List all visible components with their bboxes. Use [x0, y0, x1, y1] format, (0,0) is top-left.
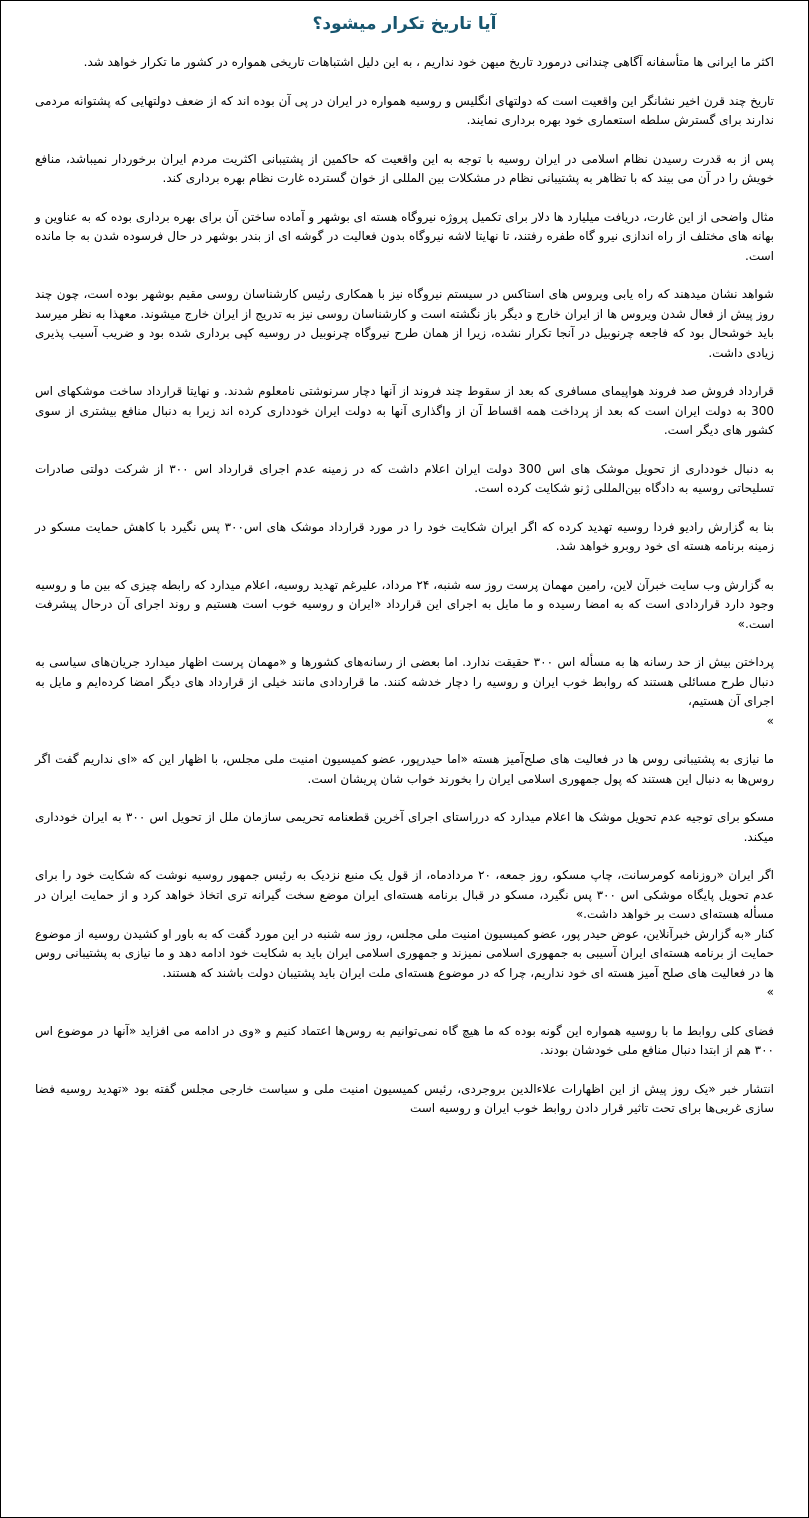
- paragraph: مثال واضحی از این غارت، دریافت میلیارد ها دلار برای تکمیل پروژه نیروگاه هسته ای بوشهر و آماده ساختن آن برای بهره برداری بوده که به عناوین و بهانه های مختلف از راه اندازی نیرو گاه طفره رفتند، تا نهایتا لاشه نیروگاه بدون فعالیت در گوشه ای از بندر بوشهر در حال فرسوده شدن به جا مانده است.: [35, 209, 774, 263]
- page-whitespace: [23, 1119, 786, 1518]
- paragraph: پس از به قدرت رسیدن نظام اسلامی در ایران روسیه با توجه به این واقعیت که حاکمین از پشتیبانی اکثریت مردم ایران برخوردار نمیباشد، منافع خویش را در آن می بیند که با تظاهر به پشتیبانی نظام در مشکلات بین المللی از خوان گسترده غارت نظام بهره برداری کند.: [35, 151, 774, 185]
- paragraph: انتشار خبر «یک روز پیش از این اظهارات علاءالدین بروجردی، رئیس کمیسیون امنیت ملی و سیاست خارجی مجلس گفته بود «تهدید روسیه فضا سازی غربی‌ها برای تحت تاثیر قرار دادن روابط خوب ایران و روسیه است: [35, 1081, 774, 1115]
- page-title: آیا تاریخ تکرار میشود؟: [312, 14, 497, 34]
- paragraph: پرداختن بیش از حد رسانه ها به مسأله اس ۳۰۰ حقیقت ندارد. اما بعضی از رسانه‌های کشورها و «مهمان پرست اظهار میدارد جریان‌های سیاسی به دنبال طرح مسائلی هستند که روابط خوب ایران و روسیه را دچار خدشه کنند. ما قراردادی مانند خیلی از قرارداد های دیگر امضا کرده‌ایم و مایل به اجرای آن هستیم،: [35, 655, 774, 708]
- paragraph: مسکو برای توجیه عدم تحویل موشک ها اعلام میدارد که درراستای اجرای آخرین قطعنامه تحریمی سازمان ملل از تحویل اس ۳۰۰ به ایران خودداری میکند.: [35, 810, 774, 844]
- paragraph: بنا به گزارش رادیو فردا روسیه تهدید کرده که اگر ایران شکایت خود را در مورد قرارداد موشک های اس‌۳۰۰ پس نگیرد با کاهش حمایت مسکو در زمینه برنامه هسته ای خود روبرو خواهد شد.: [35, 519, 774, 553]
- paragraph: ما نیازی به پشتیبانی روس ها در فعالیت های صلح‌آمیز هسته «اما حیدرپور، عضو کمیسیون امنیت ملی مجلس، با اظهار این که «ای نداریم گفت اگر روس‌ها به دنبال این هستند که پول جمهوری اسلامی ایران را بخورند خواب شان پریشان است.: [35, 752, 774, 786]
- paragraph-closing-quote: »: [766, 985, 774, 999]
- paragraph: به گزارش وب سایت خبرآن لاین، رامین مهمان پرست روز سه شنبه، ۲۴ مرداد، علیرغم تهدید روسیه، اعلام میدارد که رابطه چیزی که بین ما و روسیه وجود دارد قراردادی است که به امضا رسیده و ما مایل به اجرای این قرارداد «ایران و روسیه خوب است هستیم و روند اجرای آن درحال پیشرفت است.»: [35, 577, 774, 631]
- paragraph: اکثر ما ایرانی ها متأسفانه آگاهی چندانی درمورد تاریخ میهن خود نداریم ، به این دلیل اشتباهات تاریخی همواره در کشور ما تکرار خواهد شد.: [83, 55, 774, 69]
- paragraph: به دنبال خودداری از تحویل موشک های اس 300 دولت ایران اعلام داشت که در زمینه عدم اجرای قرارداد اس ۳۰۰ از شرکت دولتی صادرات تسلیحاتی روسیه به دادگاه بین‌المللی ژنو شکایت کرده است.: [35, 461, 775, 495]
- paragraph: اگر ایران «روزنامه کومرسانت، چاپ مسکو، روز جمعه، ۲۰ مردادماه، از قول یک منبع نزدیک به رئیس جمهور روسیه نوشت که شکایت خود را برای عدم تحویل پایگاه موشکی اس ۳۰۰ پس نگیرد، مسکو در قبال برنامه هسته‌ای ایران موضع سخت گیرانه تری اتخاذ خواهد کرد و از حمایت ایران در مسأله هسته‌ای دست بر خواهد داشت.»: [35, 868, 774, 921]
- paragraph: شواهد نشان میدهند که راه یابی ویروس های استاکس در سیستم نیروگاه نیز با همکاری رئیس کارشناسان روسی مقیم بوشهر بوده است، چون چند روز پیش از فعال شدن ویروس ها از ایران خارج و دیگر باز نگشته است و کارشناسان روسی نیز به تدریج از ایران خارج میشوند. معهذا به نظر میرسد باید خوشحال بود که فاجعه چرنوبیل در آنجا تکرار نشده، زیرا از همان طرح نیروگاه چرنوبیل در روسیه کپی برداری شده بود و ضریب آسیب پذیری زیادی داشت.: [35, 287, 774, 360]
- paragraph-closing-quote: »: [766, 713, 774, 728]
- article-body: [23, 53, 786, 1119]
- paragraph: قرارداد فروش صد فروند هواپیمای مسافری که بعد از سقوط چند فروند از آنها دچار سرنوشتی نامعلوم شدند. و نهایتا قرارداد ساخت موشکهای اس 300 به دولت ایران است که بعد از پرداخت همه اقساط آن از واگذاری آنها به دولت ایران خودداری کرده اند زیرا به دنبال منافع بیشتری از سوی کشور های دیگر است.: [35, 384, 774, 437]
- paragraph: فضای کلی روابط ما با روسیه همواره این گونه بوده که ما هیچ گاه نمی‌توانیم به روس‌ها اعتماد کنیم و «وی در ادامه می افزاید «آنها در موضوع اس ۳۰۰ هم از ابتدا دنبال منافع ملی خودشان بودند.: [35, 1023, 774, 1057]
- paragraph: تاریخ چند قرن اخیر نشانگر این واقعیت است که دولتهای انگلیس و روسیه همواره در ایران در پی آن بوده اند که از ضعف دولتهایی که پشتوانه مردمی ندارند برای گسترش سلطه استعماری خود بهره برداری نمایند.: [35, 93, 774, 127]
- paragraph: کنار «به گزارش خبرآنلاین، عوض حیدر پور، عضو کمیسیون امنیت ملی مجلس، روز سه شنبه در این مورد گفت که به باور او کشیدن روسیه از موضوع حمایت از برنامه هسته‌ای ایران آسیبی به جمهوری اسلامی نمیزند و جمهوری اسلامی ایران باید به شکایت خود ادامه دهد و ما نیازی به پشتیبانی روس ها در فعالیت های صلح آمیز هسته ای خود نداریم، چرا که در موضوع هسته‌ای ملت ایران باید پشتیبان دولت باشند که هستند.: [35, 926, 774, 980]
- page-content: [1, 1, 808, 1518]
